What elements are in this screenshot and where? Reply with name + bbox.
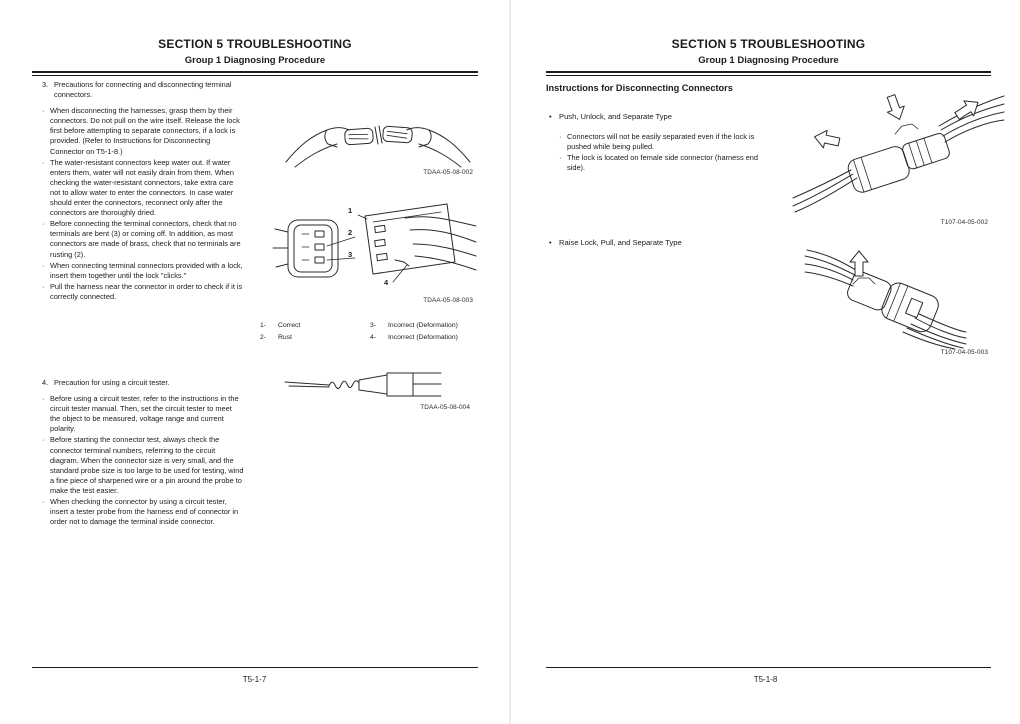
bullet-item <box>42 106 244 156</box>
legend-item <box>370 320 476 332</box>
bullet-text: Connectors will not be easily separated even if the lock is pushed while being pulled. <box>567 132 755 152</box>
legend-label: Incorrect (Deformation) <box>388 322 458 329</box>
bullet-text: When checking the connector by using a circuit tester, insert a tester probe from the harness end of connector in order not to damage the terminal inside connector. <box>50 497 239 527</box>
bullet-item <box>42 497 244 527</box>
bullet-text: The water-resistant connectors keep water out. If water enters them, water will not easily drain from them. When checking the water-resistant connectors, take extra care not to allow water to enter the connectors. In case water should enter the connectors, reconnect only after the connectors are thoroughly dried. <box>50 157 235 218</box>
bullet-text: Before using a circuit tester, refer to the instructions in the circuit tester manual. Then, set the circuit tester to meet the object to be measured, voltage range and current polarity. <box>50 394 239 434</box>
figure-hands-gripping-connectors <box>283 100 473 168</box>
bullet-item <box>42 394 244 434</box>
header-rule <box>546 71 991 76</box>
legend-num: 4- <box>370 333 377 341</box>
item-3 <box>42 80 244 100</box>
footer-rule <box>546 667 991 668</box>
legend-item <box>260 320 370 332</box>
legend-item <box>260 332 370 344</box>
bullet-item <box>559 153 771 173</box>
header-rule <box>32 71 478 76</box>
bullet-item <box>42 282 244 302</box>
bullet-disc: • <box>549 238 552 247</box>
figure-push-unlock-separate <box>791 88 1006 213</box>
page-divider <box>509 0 511 724</box>
figure-caption: TDAA-05-08-004 <box>420 404 470 411</box>
page-header <box>546 37 991 76</box>
item-4 <box>42 378 244 388</box>
bullet-dot: · <box>42 106 45 116</box>
type-bullet <box>549 112 809 122</box>
bullet-dot: · <box>42 157 45 167</box>
bullet-dot: · <box>42 219 45 229</box>
item-4-number: 4. <box>42 378 49 387</box>
raise-lock-section <box>549 238 809 248</box>
item-4-block <box>42 378 244 527</box>
bullet-dot: · <box>42 435 45 445</box>
legend-num: 2- <box>260 333 267 341</box>
item-4-title: Precaution for using a circuit tester. <box>54 378 170 387</box>
figure-terminal-connectors <box>255 198 477 298</box>
figure-caption: T107-04-05-003 <box>940 349 988 356</box>
callout-number: 1 <box>348 206 353 215</box>
bullet-text: Before connecting the terminal connectors, check that no terminals are bent (3) or coming off. In addition, as most connectors are made of brass, check that no terminals are rusting (2). <box>50 219 241 259</box>
section-title: SECTION 5 TROUBLESHOOTING <box>158 37 352 51</box>
type-title: Push, Unlock, and Separate Type <box>559 112 672 121</box>
left-text-column <box>42 80 244 302</box>
bullet-item <box>42 219 244 259</box>
footer-rule <box>32 667 478 668</box>
legend-label: Incorrect (Deformation) <box>388 333 458 341</box>
figure-caption: TDAA-05-08-003 <box>423 297 473 304</box>
bullet-dot: · <box>42 260 45 270</box>
item-3-title: Precautions for connecting and disconnecting terminal connectors. <box>54 80 232 100</box>
page-number: T5-1-7 <box>242 675 267 684</box>
bullet-item <box>42 261 244 281</box>
bullet-text: Pull the harness near the connector in order to check if it is correctly connected. <box>50 281 243 301</box>
group-subtitle: Group 1 Diagnosing Procedure <box>698 55 839 66</box>
page-right <box>511 0 1020 724</box>
legend-num: 1- <box>260 322 267 329</box>
legend-label: Correct <box>278 322 301 329</box>
figure-caption: T107-04-05-002 <box>940 219 988 226</box>
figure-legend <box>260 320 476 343</box>
bullet-disc: • <box>549 112 552 121</box>
legend-num: 3- <box>370 322 377 329</box>
item-4-bullet-list <box>42 394 244 527</box>
type-title: Raise Lock, Pull, and Separate Type <box>559 238 682 247</box>
bullet-dot: · <box>42 394 45 404</box>
item-3-number: 3. <box>42 80 49 89</box>
figure-caption: TDAA-05-08-002 <box>423 169 473 176</box>
figure-raise-lock-pull <box>803 244 968 349</box>
bullet-dot: · <box>42 281 45 291</box>
figure-tester-probe <box>283 366 443 404</box>
bullet-text: When connecting terminal connectors provided with a lock, insert them together until the lock "clicks." <box>50 260 243 280</box>
page-header <box>32 37 478 76</box>
section-title: SECTION 5 TROUBLESHOOTING <box>671 37 866 51</box>
group-subtitle: Group 1 Diagnosing Procedure <box>184 55 326 66</box>
bullet-item <box>559 132 771 152</box>
item-3-bullet-list <box>42 106 244 302</box>
callout-number: 4 <box>384 278 389 287</box>
bullet-text: When disconnecting the harnesses, grasp them by their connectors. Do not pull on the wire itself. Release the lock first before attempting to separate connectors, if a lock is provided. (Refer to Instructions for Disconnecting Connector on T5-1-8.) <box>50 106 240 156</box>
bullet-dot: · <box>42 497 45 507</box>
bullet-dot: · <box>559 132 562 141</box>
type-bullet <box>549 238 809 248</box>
bullet-item <box>42 158 244 219</box>
page-left <box>0 0 509 724</box>
bullet-text: Before starting the connector test, always check the connector terminal numbers, referring to the circuit diagram. When the connector size is very small, and the standard probe size is too large to be used for testing, wind a fine piece of sharpened wire or a pin around the probe to make the test easier. <box>50 435 244 495</box>
bullet-item <box>42 435 244 496</box>
callout-number: 2 <box>348 228 353 237</box>
bullet-text: The lock is located on female side connector (harness end side). <box>567 153 759 173</box>
callout-number: 3 <box>348 250 353 259</box>
bullet-dot: · <box>559 153 562 163</box>
legend-item <box>370 332 476 344</box>
push-unlock-section <box>549 112 809 173</box>
sub-bullet-list <box>559 132 771 173</box>
topic-heading: Instructions for Disconnecting Connectors <box>546 83 733 93</box>
legend-label: Rust <box>278 333 292 341</box>
page-number: T5-1-8 <box>753 675 778 684</box>
